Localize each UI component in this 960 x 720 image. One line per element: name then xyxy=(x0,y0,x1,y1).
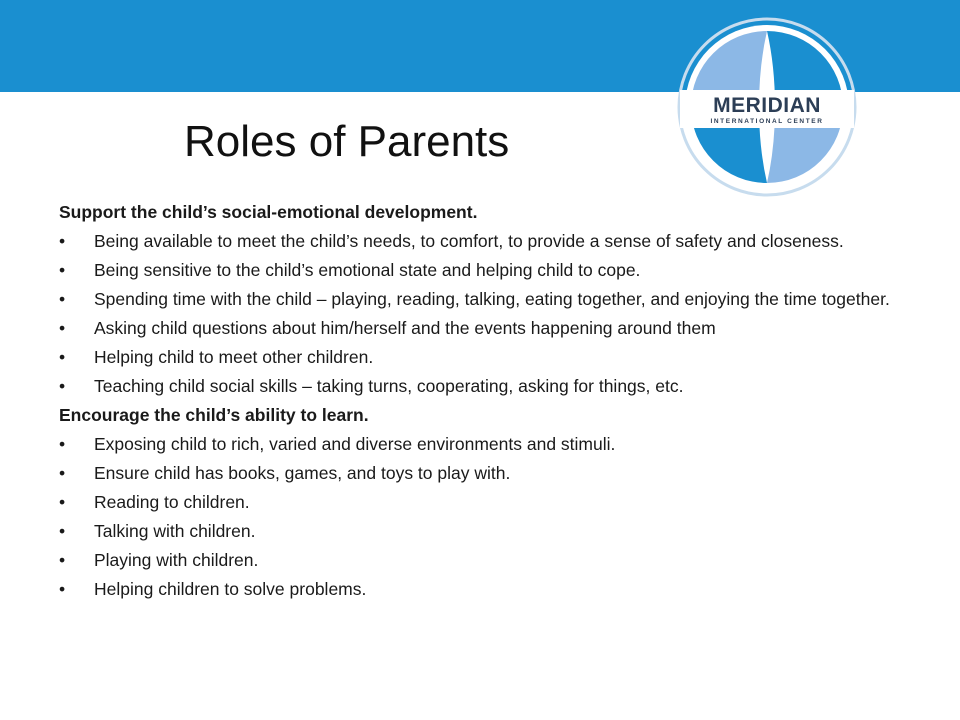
bullet-icon: • xyxy=(59,260,66,280)
list-item-text: Being sensitive to the child’s emotional state and helping child to cope. xyxy=(94,260,641,280)
list-item xyxy=(59,376,899,397)
bullet-icon: • xyxy=(59,376,66,396)
list-item xyxy=(59,579,899,600)
list-item xyxy=(59,434,899,455)
list-item xyxy=(59,318,899,339)
list-item-text: Asking child questions about him/herself and the events happening around them xyxy=(94,318,716,338)
section-heading: Support the child’s social-emotional development. xyxy=(59,202,478,222)
list-item xyxy=(59,260,899,281)
list-item-text: Teaching child social skills – taking turns, cooperating, asking for things, etc. xyxy=(94,376,684,396)
list-item-text: Being available to meet the child’s needs, to comfort, to provide a sense of safety and closeness. xyxy=(94,231,844,251)
slide-content xyxy=(59,202,899,608)
bullet-list xyxy=(59,231,899,397)
list-item xyxy=(59,347,899,368)
section-social-emotional xyxy=(59,202,899,397)
bullet-icon: • xyxy=(59,289,66,309)
list-item xyxy=(59,492,899,513)
slide-title: Roles of Parents xyxy=(184,117,510,166)
bullet-icon: • xyxy=(59,318,66,338)
list-item-text: Helping child to meet other children. xyxy=(94,347,374,367)
list-item xyxy=(59,289,899,310)
section-learning xyxy=(59,405,899,600)
bullet-icon: • xyxy=(59,231,66,251)
logo-subtitle: INTERNATIONAL CENTER xyxy=(710,118,824,125)
logo-wordmark: MERIDIAN xyxy=(713,94,821,117)
bullet-icon: • xyxy=(59,492,66,512)
bullet-icon: • xyxy=(59,463,66,483)
list-item-text: Helping children to solve problems. xyxy=(94,579,367,599)
bullet-icon: • xyxy=(59,550,66,570)
bullet-icon: • xyxy=(59,434,66,454)
list-item-text: Reading to children. xyxy=(94,492,250,512)
section-heading: Encourage the child’s ability to learn. xyxy=(59,405,369,425)
list-item-text: Playing with children. xyxy=(94,550,259,570)
list-item-text: Spending time with the child – playing, reading, talking, eating together, and enjoying the time together. xyxy=(94,289,890,309)
list-item xyxy=(59,550,899,571)
list-item-text: Talking with children. xyxy=(94,521,256,541)
list-item xyxy=(59,521,899,542)
list-item-text: Exposing child to rich, varied and diverse environments and stimuli. xyxy=(94,434,616,454)
list-item-text: Ensure child has books, games, and toys to play with. xyxy=(94,463,511,483)
bullet-list xyxy=(59,434,899,600)
list-item xyxy=(59,463,899,484)
bullet-icon: • xyxy=(59,579,66,599)
bullet-icon: • xyxy=(59,347,66,367)
meridian-logo xyxy=(676,16,858,198)
list-item xyxy=(59,231,899,252)
bullet-icon: • xyxy=(59,521,66,541)
